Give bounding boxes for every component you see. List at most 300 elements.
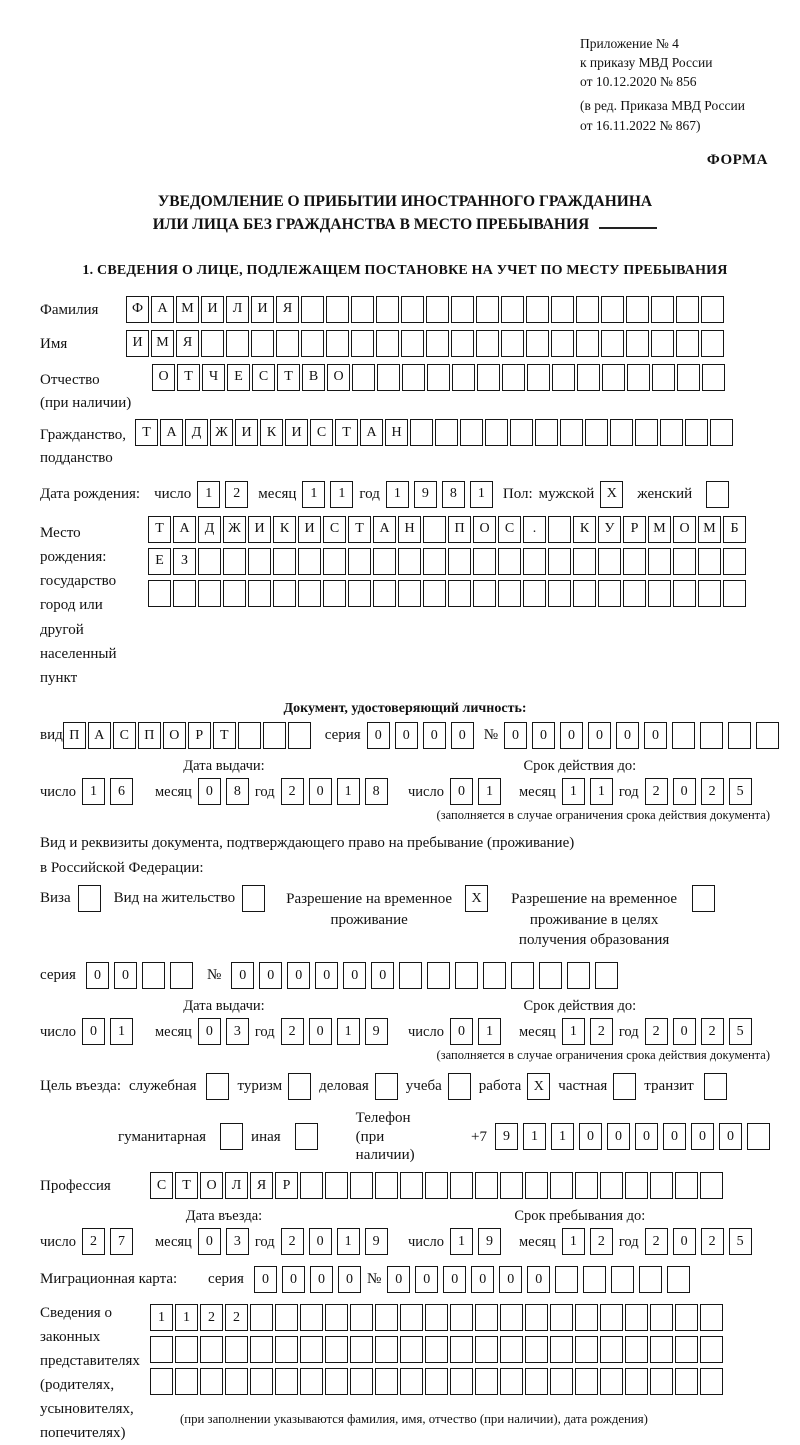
char-cell[interactable] (452, 364, 475, 391)
char-cell[interactable]: О (163, 722, 186, 749)
char-cell[interactable]: 0 (663, 1123, 686, 1150)
char-cell[interactable]: 1 (590, 778, 613, 805)
char-cell[interactable] (250, 1304, 273, 1331)
char-cell[interactable] (248, 548, 271, 575)
char-cell[interactable]: 2 (281, 778, 304, 805)
char-cell[interactable] (701, 296, 724, 323)
char-cell[interactable] (301, 330, 324, 357)
char-cell[interactable] (585, 419, 608, 446)
char-cell[interactable] (660, 419, 683, 446)
char-cell[interactable]: П (138, 722, 161, 749)
char-cell[interactable]: 9 (478, 1228, 501, 1255)
char-cell[interactable] (350, 1336, 373, 1363)
char-cell[interactable] (650, 1336, 673, 1363)
char-cell[interactable] (425, 1368, 448, 1395)
char-cell[interactable]: Ж (210, 419, 233, 446)
char-cell[interactable] (223, 580, 246, 607)
char-cell[interactable] (200, 1368, 223, 1395)
char-cell[interactable]: 1 (562, 778, 585, 805)
char-cell[interactable]: 0 (395, 722, 418, 749)
char-cell[interactable]: Б (723, 516, 746, 543)
char-cell[interactable]: 0 (343, 962, 366, 989)
char-cell[interactable] (375, 1172, 398, 1199)
char-cell[interactable]: О (673, 516, 696, 543)
char-cell[interactable] (448, 580, 471, 607)
char-cell[interactable] (325, 1172, 348, 1199)
char-cell[interactable] (425, 1172, 448, 1199)
char-cell[interactable]: 9 (495, 1123, 518, 1150)
char-cell[interactable] (583, 1266, 606, 1293)
char-cell[interactable] (555, 1266, 578, 1293)
char-cell[interactable] (410, 419, 433, 446)
char-cell[interactable] (323, 548, 346, 575)
char-cell[interactable] (423, 516, 446, 543)
char-cell[interactable]: Т (277, 364, 300, 391)
char-cell[interactable] (600, 1304, 623, 1331)
char-cell[interactable] (373, 580, 396, 607)
char-cell[interactable] (675, 1368, 698, 1395)
char-cell[interactable]: 0 (309, 1018, 332, 1045)
char-cell[interactable]: С (498, 516, 521, 543)
char-cell[interactable] (500, 1172, 523, 1199)
char-cell[interactable]: 0 (415, 1266, 438, 1293)
char-cell[interactable] (613, 1073, 636, 1100)
char-cell[interactable]: 1 (110, 1018, 133, 1045)
char-cell[interactable]: 1 (330, 481, 353, 508)
char-cell[interactable] (426, 296, 449, 323)
char-cell[interactable] (525, 1368, 548, 1395)
char-cell[interactable] (398, 548, 421, 575)
char-cell[interactable] (485, 419, 508, 446)
char-cell[interactable] (326, 330, 349, 357)
char-cell[interactable] (650, 1304, 673, 1331)
char-cell[interactable] (523, 580, 546, 607)
char-cell[interactable] (475, 1336, 498, 1363)
char-cell[interactable]: К (573, 516, 596, 543)
char-cell[interactable] (350, 1172, 373, 1199)
char-cell[interactable] (427, 364, 450, 391)
char-cell[interactable]: Т (177, 364, 200, 391)
char-cell[interactable] (275, 1368, 298, 1395)
char-cell[interactable] (201, 330, 224, 357)
char-cell[interactable] (575, 1172, 598, 1199)
char-cell[interactable]: 0 (309, 778, 332, 805)
char-cell[interactable] (700, 1172, 723, 1199)
char-cell[interactable] (575, 1336, 598, 1363)
char-cell[interactable] (704, 1073, 727, 1100)
char-cell[interactable] (575, 1368, 598, 1395)
char-cell[interactable] (300, 1172, 323, 1199)
char-cell[interactable] (728, 722, 751, 749)
char-cell[interactable]: 1 (523, 1123, 546, 1150)
char-cell[interactable]: К (260, 419, 283, 446)
char-cell[interactable] (173, 580, 196, 607)
char-cell[interactable] (273, 580, 296, 607)
char-cell[interactable]: 0 (367, 722, 390, 749)
char-cell[interactable]: 0 (198, 778, 221, 805)
char-cell[interactable]: X (527, 1073, 550, 1100)
char-cell[interactable] (650, 1172, 673, 1199)
char-cell[interactable]: Ф (126, 296, 149, 323)
char-cell[interactable]: 9 (414, 481, 437, 508)
char-cell[interactable] (475, 1172, 498, 1199)
char-cell[interactable] (402, 364, 425, 391)
char-cell[interactable] (698, 580, 721, 607)
char-cell[interactable] (301, 296, 324, 323)
char-cell[interactable]: О (473, 516, 496, 543)
char-cell[interactable] (142, 962, 165, 989)
char-cell[interactable]: 0 (338, 1266, 361, 1293)
char-cell[interactable] (598, 580, 621, 607)
char-cell[interactable] (552, 364, 575, 391)
char-cell[interactable] (550, 1304, 573, 1331)
char-cell[interactable] (348, 548, 371, 575)
char-cell[interactable] (175, 1368, 198, 1395)
char-cell[interactable] (511, 962, 534, 989)
char-cell[interactable] (473, 548, 496, 575)
char-cell[interactable] (648, 548, 671, 575)
char-cell[interactable] (602, 364, 625, 391)
char-cell[interactable] (400, 1172, 423, 1199)
char-cell[interactable] (639, 1266, 662, 1293)
char-cell[interactable] (600, 1336, 623, 1363)
char-cell[interactable]: 2 (82, 1228, 105, 1255)
char-cell[interactable] (376, 330, 399, 357)
char-cell[interactable] (675, 1172, 698, 1199)
char-cell[interactable] (206, 1073, 229, 1100)
char-cell[interactable]: 0 (82, 1018, 105, 1045)
char-cell[interactable] (706, 481, 729, 508)
char-cell[interactable]: И (126, 330, 149, 357)
char-cell[interactable]: И (285, 419, 308, 446)
char-cell[interactable] (200, 1336, 223, 1363)
char-cell[interactable] (627, 364, 650, 391)
char-cell[interactable] (677, 364, 700, 391)
char-cell[interactable] (148, 580, 171, 607)
char-cell[interactable]: 0 (451, 722, 474, 749)
char-cell[interactable] (747, 1123, 770, 1150)
char-cell[interactable] (600, 1368, 623, 1395)
char-cell[interactable]: 0 (315, 962, 338, 989)
char-cell[interactable]: 0 (114, 962, 137, 989)
char-cell[interactable] (275, 1304, 298, 1331)
char-cell[interactable] (623, 580, 646, 607)
char-cell[interactable]: С (310, 419, 333, 446)
char-cell[interactable]: Т (148, 516, 171, 543)
char-cell[interactable] (501, 296, 524, 323)
char-cell[interactable] (323, 580, 346, 607)
char-cell[interactable] (685, 419, 708, 446)
char-cell[interactable] (300, 1368, 323, 1395)
char-cell[interactable] (325, 1368, 348, 1395)
char-cell[interactable]: 0 (198, 1228, 221, 1255)
char-cell[interactable] (423, 580, 446, 607)
char-cell[interactable]: 0 (371, 962, 394, 989)
char-cell[interactable]: 2 (200, 1304, 223, 1331)
char-cell[interactable] (635, 419, 658, 446)
char-cell[interactable] (401, 296, 424, 323)
char-cell[interactable] (539, 962, 562, 989)
char-cell[interactable] (500, 1304, 523, 1331)
char-cell[interactable]: 0 (673, 1228, 696, 1255)
char-cell[interactable] (225, 1368, 248, 1395)
char-cell[interactable] (451, 296, 474, 323)
char-cell[interactable] (78, 885, 101, 912)
char-cell[interactable] (288, 1073, 311, 1100)
char-cell[interactable] (298, 580, 321, 607)
char-cell[interactable] (150, 1368, 173, 1395)
char-cell[interactable]: 1 (551, 1123, 574, 1150)
char-cell[interactable]: 2 (645, 778, 668, 805)
char-cell[interactable] (673, 548, 696, 575)
char-cell[interactable]: 2 (590, 1018, 613, 1045)
char-cell[interactable] (672, 722, 695, 749)
char-cell[interactable] (550, 1172, 573, 1199)
char-cell[interactable] (351, 330, 374, 357)
char-cell[interactable]: Ч (202, 364, 225, 391)
char-cell[interactable]: М (176, 296, 199, 323)
char-cell[interactable] (710, 419, 733, 446)
char-cell[interactable] (276, 330, 299, 357)
char-cell[interactable]: 0 (691, 1123, 714, 1150)
char-cell[interactable] (351, 296, 374, 323)
char-cell[interactable] (377, 364, 400, 391)
char-cell[interactable]: 2 (701, 1018, 724, 1045)
char-cell[interactable] (451, 330, 474, 357)
char-cell[interactable] (352, 364, 375, 391)
char-cell[interactable]: Р (275, 1172, 298, 1199)
char-cell[interactable] (399, 962, 422, 989)
char-cell[interactable]: 1 (337, 1228, 360, 1255)
char-cell[interactable] (427, 962, 450, 989)
char-cell[interactable] (448, 548, 471, 575)
char-cell[interactable] (525, 1336, 548, 1363)
char-cell[interactable]: 0 (644, 722, 667, 749)
char-cell[interactable] (692, 885, 715, 912)
char-cell[interactable]: 0 (607, 1123, 630, 1150)
char-cell[interactable] (398, 580, 421, 607)
char-cell[interactable] (601, 296, 624, 323)
char-cell[interactable]: С (323, 516, 346, 543)
char-cell[interactable] (611, 1266, 634, 1293)
char-cell[interactable]: . (523, 516, 546, 543)
char-cell[interactable]: 0 (198, 1018, 221, 1045)
char-cell[interactable] (535, 419, 558, 446)
char-cell[interactable] (288, 722, 311, 749)
char-cell[interactable]: Т (213, 722, 236, 749)
char-cell[interactable]: Р (188, 722, 211, 749)
char-cell[interactable]: 1 (450, 1228, 473, 1255)
char-cell[interactable] (567, 962, 590, 989)
char-cell[interactable] (275, 1336, 298, 1363)
char-cell[interactable] (476, 296, 499, 323)
char-cell[interactable] (577, 364, 600, 391)
char-cell[interactable] (435, 419, 458, 446)
char-cell[interactable] (220, 1123, 243, 1150)
char-cell[interactable]: 0 (310, 1266, 333, 1293)
char-cell[interactable] (263, 722, 286, 749)
char-cell[interactable] (477, 364, 500, 391)
char-cell[interactable] (675, 1336, 698, 1363)
char-cell[interactable] (573, 580, 596, 607)
char-cell[interactable] (625, 1172, 648, 1199)
char-cell[interactable] (473, 580, 496, 607)
char-cell[interactable]: 0 (499, 1266, 522, 1293)
char-cell[interactable]: 1 (175, 1304, 198, 1331)
char-cell[interactable]: 9 (365, 1018, 388, 1045)
char-cell[interactable]: 5 (729, 778, 752, 805)
char-cell[interactable]: 1 (386, 481, 409, 508)
char-cell[interactable] (550, 1336, 573, 1363)
char-cell[interactable] (650, 1368, 673, 1395)
char-cell[interactable] (648, 580, 671, 607)
char-cell[interactable] (298, 548, 321, 575)
char-cell[interactable]: И (298, 516, 321, 543)
char-cell[interactable]: 0 (527, 1266, 550, 1293)
char-cell[interactable] (626, 330, 649, 357)
char-cell[interactable] (560, 419, 583, 446)
char-cell[interactable]: 0 (231, 962, 254, 989)
char-cell[interactable] (548, 580, 571, 607)
char-cell[interactable] (475, 1368, 498, 1395)
char-cell[interactable] (226, 330, 249, 357)
char-cell[interactable] (625, 1336, 648, 1363)
char-cell[interactable] (483, 962, 506, 989)
char-cell[interactable] (526, 296, 549, 323)
char-cell[interactable]: 6 (110, 778, 133, 805)
char-cell[interactable]: 0 (254, 1266, 277, 1293)
char-cell[interactable] (525, 1172, 548, 1199)
char-cell[interactable] (426, 330, 449, 357)
char-cell[interactable]: 0 (287, 962, 310, 989)
char-cell[interactable]: 0 (635, 1123, 658, 1150)
char-cell[interactable] (350, 1304, 373, 1331)
char-cell[interactable]: Е (227, 364, 250, 391)
char-cell[interactable]: 1 (562, 1018, 585, 1045)
char-cell[interactable]: И (235, 419, 258, 446)
char-cell[interactable] (527, 364, 550, 391)
char-cell[interactable] (625, 1368, 648, 1395)
char-cell[interactable]: С (113, 722, 136, 749)
char-cell[interactable] (548, 516, 571, 543)
char-cell[interactable]: Л (226, 296, 249, 323)
char-cell[interactable]: 5 (729, 1228, 752, 1255)
char-cell[interactable]: 2 (590, 1228, 613, 1255)
char-cell[interactable] (325, 1336, 348, 1363)
char-cell[interactable]: 2 (225, 1304, 248, 1331)
char-cell[interactable]: 1 (82, 778, 105, 805)
char-cell[interactable] (450, 1172, 473, 1199)
char-cell[interactable] (455, 962, 478, 989)
char-cell[interactable]: 5 (729, 1018, 752, 1045)
char-cell[interactable] (551, 330, 574, 357)
char-cell[interactable]: 0 (588, 722, 611, 749)
char-cell[interactable]: 1 (337, 1018, 360, 1045)
char-cell[interactable]: В (302, 364, 325, 391)
char-cell[interactable]: 0 (673, 1018, 696, 1045)
char-cell[interactable]: 7 (110, 1228, 133, 1255)
char-cell[interactable]: 3 (226, 1018, 249, 1045)
char-cell[interactable] (400, 1304, 423, 1331)
char-cell[interactable]: О (327, 364, 350, 391)
char-cell[interactable]: 1 (302, 481, 325, 508)
char-cell[interactable]: 8 (226, 778, 249, 805)
char-cell[interactable]: 0 (443, 1266, 466, 1293)
char-cell[interactable]: 1 (337, 778, 360, 805)
char-cell[interactable]: М (648, 516, 671, 543)
char-cell[interactable]: 0 (423, 722, 446, 749)
char-cell[interactable] (576, 330, 599, 357)
char-cell[interactable] (400, 1336, 423, 1363)
char-cell[interactable] (376, 296, 399, 323)
char-cell[interactable] (300, 1304, 323, 1331)
char-cell[interactable]: О (200, 1172, 223, 1199)
char-cell[interactable]: Н (385, 419, 408, 446)
char-cell[interactable] (175, 1336, 198, 1363)
char-cell[interactable] (698, 548, 721, 575)
char-cell[interactable]: О (152, 364, 175, 391)
char-cell[interactable] (510, 419, 533, 446)
char-cell[interactable] (150, 1336, 173, 1363)
char-cell[interactable]: А (160, 419, 183, 446)
char-cell[interactable]: С (252, 364, 275, 391)
char-cell[interactable] (525, 1304, 548, 1331)
char-cell[interactable] (526, 330, 549, 357)
char-cell[interactable]: К (273, 516, 296, 543)
char-cell[interactable]: X (465, 885, 488, 912)
char-cell[interactable] (667, 1266, 690, 1293)
char-cell[interactable]: 1 (150, 1304, 173, 1331)
char-cell[interactable]: 8 (365, 778, 388, 805)
char-cell[interactable]: 1 (470, 481, 493, 508)
char-cell[interactable] (170, 962, 193, 989)
char-cell[interactable] (700, 722, 723, 749)
char-cell[interactable]: 0 (387, 1266, 410, 1293)
char-cell[interactable]: П (63, 722, 86, 749)
char-cell[interactable]: 0 (616, 722, 639, 749)
char-cell[interactable] (676, 330, 699, 357)
char-cell[interactable] (250, 1368, 273, 1395)
char-cell[interactable]: 0 (450, 778, 473, 805)
char-cell[interactable]: 2 (645, 1228, 668, 1255)
char-cell[interactable] (523, 548, 546, 575)
char-cell[interactable] (198, 548, 221, 575)
char-cell[interactable] (676, 296, 699, 323)
char-cell[interactable] (450, 1336, 473, 1363)
char-cell[interactable]: 0 (504, 722, 527, 749)
char-cell[interactable] (475, 1304, 498, 1331)
char-cell[interactable]: 1 (562, 1228, 585, 1255)
char-cell[interactable] (500, 1368, 523, 1395)
char-cell[interactable] (425, 1304, 448, 1331)
char-cell[interactable]: 0 (560, 722, 583, 749)
char-cell[interactable]: 1 (197, 481, 220, 508)
char-cell[interactable] (623, 548, 646, 575)
char-cell[interactable]: 9 (365, 1228, 388, 1255)
char-cell[interactable] (223, 548, 246, 575)
char-cell[interactable]: 0 (673, 778, 696, 805)
char-cell[interactable] (700, 1368, 723, 1395)
char-cell[interactable]: Т (335, 419, 358, 446)
char-cell[interactable]: 0 (309, 1228, 332, 1255)
char-cell[interactable]: 1 (478, 778, 501, 805)
char-cell[interactable]: А (173, 516, 196, 543)
char-cell[interactable] (723, 548, 746, 575)
char-cell[interactable] (756, 722, 779, 749)
char-cell[interactable] (476, 330, 499, 357)
char-cell[interactable]: Т (135, 419, 158, 446)
char-cell[interactable]: Д (185, 419, 208, 446)
